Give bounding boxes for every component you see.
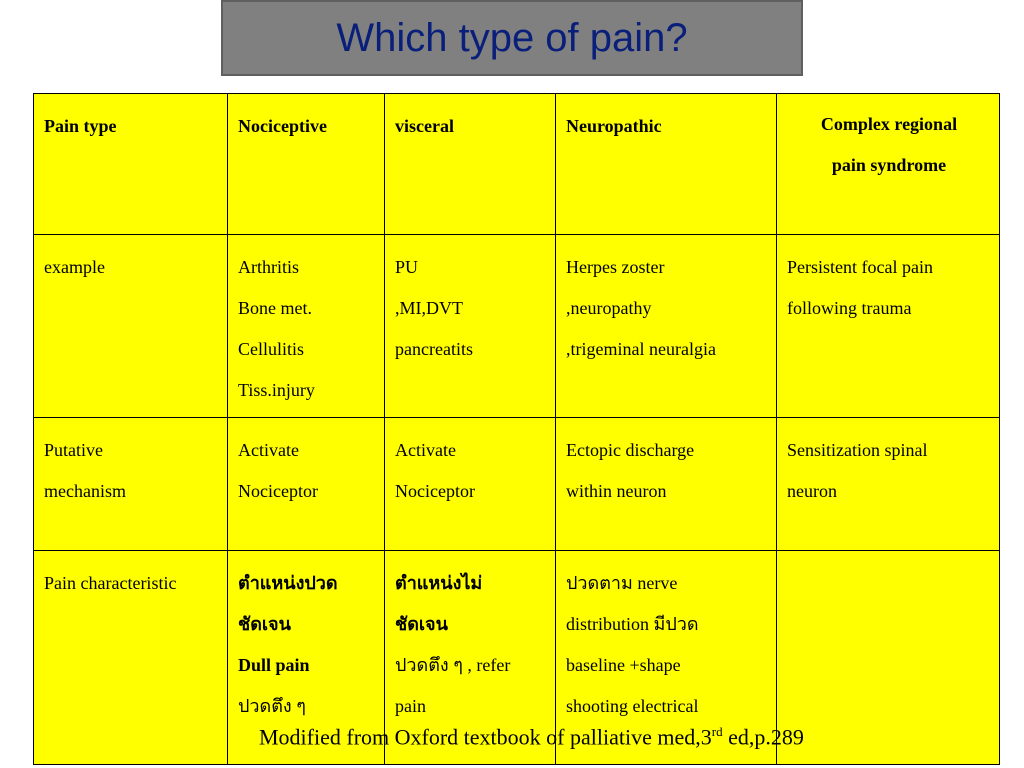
header-visceral: visceral — [385, 94, 556, 235]
slide-title: Which type of pain? — [336, 15, 688, 60]
cell-mechanism-crps — [777, 418, 1000, 551]
cell-line: Putative — [44, 440, 103, 460]
pain-type-table — [33, 93, 1000, 765]
cell-line: following trauma — [787, 298, 912, 318]
cell-line: ปวดตาม nerve — [566, 573, 678, 593]
table-row-mechanism — [34, 418, 1000, 551]
cell-line: shooting electrical — [566, 696, 699, 716]
cell-example-visceral — [385, 235, 556, 418]
cell-line: ตำแหน่งไม่ — [395, 573, 483, 593]
cell-mechanism-nociceptive — [228, 418, 385, 551]
cell-line: Nociceptor — [238, 481, 318, 501]
cell-line: ปวดตึง ๆ — [238, 696, 306, 716]
cell-line: ,neuropathy — [566, 298, 652, 318]
cell-line: pain — [395, 696, 426, 716]
cell-line: within neuron — [566, 481, 667, 501]
cell-line: ปวดตึง ๆ , refer — [395, 655, 511, 675]
cell-example-neuropathic — [556, 235, 777, 418]
cell-line: ,trigeminal neuralgia — [566, 339, 716, 359]
header-neuropathic: Neuropathic — [556, 94, 777, 235]
cell-mechanism-neuropathic — [556, 418, 777, 551]
row-label-mechanism — [34, 418, 228, 551]
cell-line: mechanism — [44, 481, 126, 501]
caption-text: Modified from Oxford textbook of palliative med,3 — [259, 724, 712, 750]
cell-line: Bone met. — [238, 298, 312, 318]
cell-line: Activate — [238, 440, 299, 460]
header-crps — [777, 94, 1000, 235]
cell-line: PU — [395, 257, 419, 277]
header-pain-type: Pain type — [34, 94, 228, 235]
cell-example-nociceptive — [228, 235, 385, 418]
cell-line: Activate — [395, 440, 456, 460]
cell-line: ชัดเจน — [238, 614, 291, 634]
cell-line: Sensitization spinal — [787, 440, 928, 460]
cell-line: Nociceptor — [395, 481, 475, 501]
caption-superscript: rd — [711, 724, 723, 739]
cell-line: Arthritis — [238, 257, 299, 277]
header-crps-line-1: Complex regional — [820, 114, 958, 134]
cell-line: distribution มีปวด — [566, 614, 699, 634]
header-nociceptive: Nociceptive — [228, 94, 385, 235]
cell-characteristic-crps — [777, 551, 1000, 765]
cell-line: Persistent focal pain — [787, 257, 933, 277]
cell-line: Dull pain — [238, 655, 310, 675]
cell-mechanism-visceral — [385, 418, 556, 551]
cell-line: baseline +shape — [566, 655, 681, 675]
cell-line: neuron — [787, 481, 837, 501]
caption-suffix: ed,p.289 — [722, 724, 804, 750]
table-row-example — [34, 235, 1000, 418]
source-caption — [259, 724, 804, 750]
row-label-characteristic: Pain characteristic — [34, 551, 228, 765]
cell-example-crps — [777, 235, 1000, 418]
header-crps-line-2: pain syndrome — [831, 155, 947, 175]
cell-line: pancreatits — [395, 339, 473, 359]
cell-line: Tiss.injury — [238, 380, 315, 400]
cell-line: Cellulitis — [238, 339, 305, 359]
cell-line: ตำแหน่งปวด — [238, 573, 338, 593]
cell-line: ,MI,DVT — [395, 298, 463, 318]
cell-line: ชัดเจน — [395, 614, 448, 634]
cell-line: Herpes zoster — [566, 257, 665, 277]
row-label-example: example — [34, 235, 228, 418]
table-header-row — [34, 94, 1000, 235]
title-banner — [221, 0, 803, 76]
cell-line: Ectopic discharge — [566, 440, 695, 460]
